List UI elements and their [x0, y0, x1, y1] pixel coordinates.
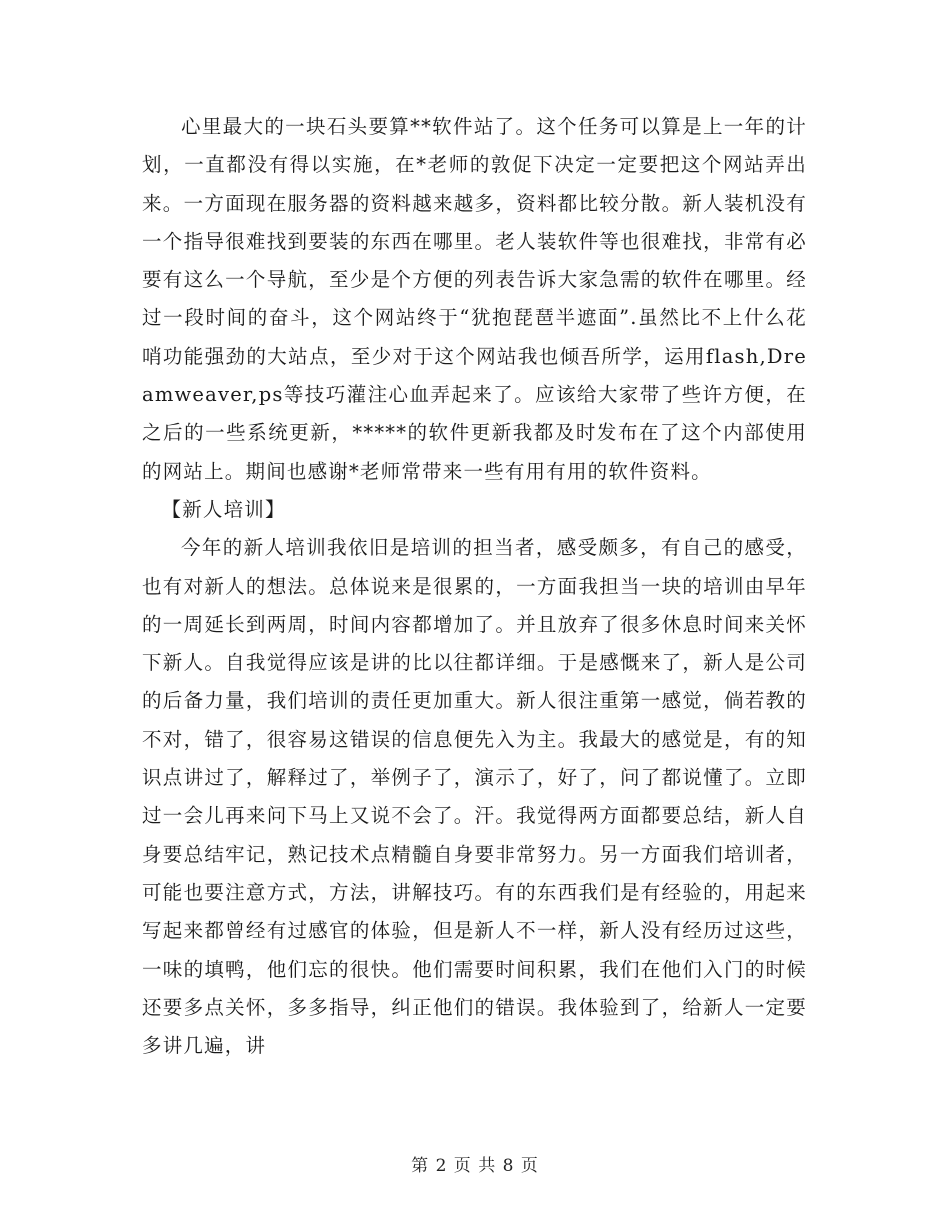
document-body	[142, 108, 807, 1065]
body-paragraph-new-staff-training: 今年的新人培训我依旧是培训的担当者，感受颇多，有自己的感受，也有对新人的想法。总体说来是很累的，一方面我担当一块的培训由早年的一周延长到两周，时间内容都增加了。并且放弃了很多休息时间来关怀下新人。自我觉得应该是讲的比以往都详细。于是感慨来了，新人是公司的后备力量，我们培训的责任更加重大。新人很注重第一感觉，倘若教的不对，错了，很容易这错误的信息便先入为主。我最大的感觉是，有的知识点讲过了，解释过了，举例子了，演示了，好了，问了都说懂了。立即过一会儿再来问下马上又说不会了。汗。我觉得两方面都要总结，新人自身要总结牢记，熟记技术点精髓自身要非常努力。另一方面我们培训者，可能也要注意方式，方法，讲解技巧。有的东西我们是有经验的，用起来写起来都曾经有过感官的体验，但是新人不一样，新人没有经历过这些，一味的填鸭，他们忘的很快。他们需要时间积累，我们在他们入门的时候还要多点关怀，多多指导，纠正他们的错误。我体验到了，给新人一定要多讲几遍，讲	[142, 536, 807, 1058]
body-paragraph-software-site: 心里最大的一块石头要算**软件站了。这个任务可以算是上一年的计划，一直都没有得以实施，在*老师的敦促下决定一定要把这个网站弄出来。一方面现在服务器的资料越来越多，资料都比较分散。新人装机没有一个指导很难找到要装的东西在哪里。老人装软件等也很难找，非常有必要有这么一个导航，至少是个方便的列表告诉大家急需的软件在哪里。经过一段时间的奋斗，这个网站终于“犹抱琵琶半遮面”.虽然比不上什么花哨功能强劲的大站点，至少对于这个网站我也倾吾所学，运用flash,Dreamweaver,ps等技巧灌注心血弄起来了。应该给大家带了些许方便，在之后的一些系统更新，*****的软件更新我都及时发布在了这个内部使用的网站上。期间也感谢*老师常带来一些有用有用的软件资料。	[142, 115, 807, 483]
page-number-label: 第 2 页 共 8 页	[411, 1156, 539, 1176]
section-heading-new-staff-training: 【新人培训】	[161, 497, 286, 521]
page-footer	[0, 1155, 950, 1177]
